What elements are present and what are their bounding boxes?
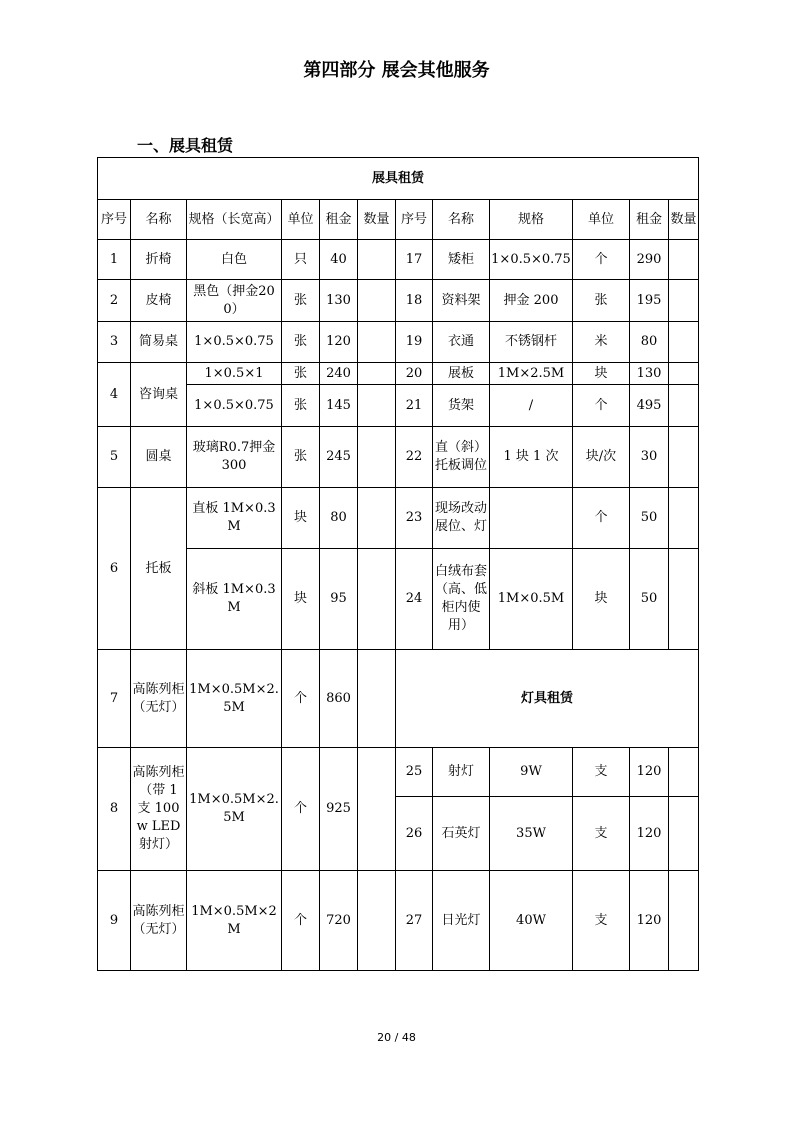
cell-price: 50 (630, 488, 669, 549)
cell-qty (669, 385, 699, 427)
cell-seq: 5 (98, 427, 131, 488)
cell-price: 80 (630, 322, 669, 363)
cell-unit: 张 (573, 280, 630, 322)
cell-name: 射灯 (433, 748, 490, 797)
table-caption: 展具租赁 (98, 158, 699, 200)
cell-seq: 7 (98, 650, 131, 748)
section-heading: 一、展具租赁 (137, 136, 234, 155)
cell-price: 130 (630, 363, 669, 385)
page-number: 20 / 48 (377, 1031, 416, 1044)
cell-spec: 1M×0.5M×2.5M (187, 748, 282, 871)
cell-name: 现场改动展位、灯 (433, 488, 490, 549)
cell-price: 195 (630, 280, 669, 322)
cell-price: 860 (320, 650, 358, 748)
cell-spec: 1×0.5×0.75 (490, 240, 573, 280)
table-row (98, 240, 699, 280)
cell-spec: / (490, 385, 573, 427)
cell-spec: 斜板 1M×0.3M (187, 549, 282, 650)
cell-price: 30 (630, 427, 669, 488)
cell-unit: 块/次 (573, 427, 630, 488)
cell-spec: 押金 200 (490, 280, 573, 322)
cell-name: 日光灯 (433, 871, 490, 971)
cell-price: 120 (630, 748, 669, 797)
header-price: 租金 (320, 200, 358, 240)
lighting-caption: 灯具租赁 (396, 650, 699, 748)
cell-spec: 直板 1M×0.3M (187, 488, 282, 549)
cell-unit: 支 (573, 748, 630, 797)
cell-qty (358, 488, 396, 549)
table-row (98, 427, 699, 488)
cell-unit: 个 (573, 385, 630, 427)
cell-spec: 黑色（押金200） (187, 280, 282, 322)
header-name: 名称 (433, 200, 490, 240)
cell-price: 80 (320, 488, 358, 549)
header-unit: 单位 (282, 200, 320, 240)
cell-name: 白绒布套（高、低柜内使用） (433, 549, 490, 650)
cell-price: 925 (320, 748, 358, 871)
cell-seq: 26 (396, 797, 433, 871)
cell-unit: 张 (282, 427, 320, 488)
cell-seq: 1 (98, 240, 131, 280)
cell-seq: 3 (98, 322, 131, 363)
cell-price: 50 (630, 549, 669, 650)
cell-unit: 张 (282, 385, 320, 427)
cell-spec: 35W (490, 797, 573, 871)
cell-name: 皮椅 (131, 280, 187, 322)
cell-seq: 8 (98, 748, 131, 871)
cell-seq: 18 (396, 280, 433, 322)
cell-price: 120 (630, 871, 669, 971)
table-row (98, 280, 699, 322)
cell-seq: 21 (396, 385, 433, 427)
cell-unit: 块 (282, 549, 320, 650)
cell-spec: 1M×0.5M×2M (187, 871, 282, 971)
rental-table (97, 157, 699, 971)
cell-spec: 不锈钢杆 (490, 322, 573, 363)
cell-name: 石英灯 (433, 797, 490, 871)
cell-spec: 9W (490, 748, 573, 797)
cell-qty (669, 549, 699, 650)
cell-name: 直（斜）托板调位 (433, 427, 490, 488)
cell-name: 托板 (131, 488, 187, 650)
cell-name: 展板 (433, 363, 490, 385)
cell-price: 120 (320, 322, 358, 363)
cell-unit: 个 (282, 748, 320, 871)
cell-qty (358, 549, 396, 650)
cell-spec: 40W (490, 871, 573, 971)
header-seq: 序号 (98, 200, 131, 240)
cell-seq: 20 (396, 363, 433, 385)
cell-spec: 1×0.5×0.75 (187, 322, 282, 363)
cell-seq: 24 (396, 549, 433, 650)
header-unit: 单位 (573, 200, 630, 240)
cell-seq: 9 (98, 871, 131, 971)
cell-qty (358, 427, 396, 488)
cell-spec: 1M×0.5M (490, 549, 573, 650)
cell-qty (669, 871, 699, 971)
cell-spec: 白色 (187, 240, 282, 280)
cell-unit: 个 (573, 240, 630, 280)
cell-name: 折椅 (131, 240, 187, 280)
cell-spec (490, 488, 573, 549)
cell-spec: 1×0.5×0.75 (187, 385, 282, 427)
cell-unit: 块 (282, 488, 320, 549)
cell-unit: 个 (573, 488, 630, 549)
cell-unit: 个 (282, 650, 320, 748)
cell-seq: 17 (396, 240, 433, 280)
cell-qty (669, 427, 699, 488)
cell-name: 货架 (433, 385, 490, 427)
cell-unit: 张 (282, 280, 320, 322)
cell-seq: 25 (396, 748, 433, 797)
cell-price: 240 (320, 363, 358, 385)
cell-name: 资料架 (433, 280, 490, 322)
cell-qty (669, 797, 699, 871)
cell-unit: 张 (282, 322, 320, 363)
cell-seq: 27 (396, 871, 433, 971)
cell-price: 245 (320, 427, 358, 488)
header-spec: 规格（长宽高） (187, 200, 282, 240)
cell-qty (358, 322, 396, 363)
cell-name: 高陈列柜（无灯） (131, 650, 187, 748)
cell-qty (669, 488, 699, 549)
cell-price: 495 (630, 385, 669, 427)
page-title: 第四部分 展会其他服务 (303, 60, 490, 81)
header-seq: 序号 (396, 200, 433, 240)
table-row (98, 322, 699, 363)
cell-unit: 支 (573, 797, 630, 871)
cell-unit: 块 (573, 549, 630, 650)
cell-name: 咨询桌 (131, 363, 187, 427)
cell-spec: 1M×0.5M×2.5M (187, 650, 282, 748)
cell-price: 145 (320, 385, 358, 427)
cell-spec: 1M×2.5M (490, 363, 573, 385)
header-name: 名称 (131, 200, 187, 240)
cell-qty (358, 385, 396, 427)
cell-unit: 支 (573, 871, 630, 971)
cell-seq: 19 (396, 322, 433, 363)
cell-qty (358, 363, 396, 385)
table-row (98, 549, 699, 650)
table-row (98, 650, 699, 748)
cell-spec: 1×0.5×1 (187, 363, 282, 385)
cell-name: 矮柜 (433, 240, 490, 280)
header-spec: 规格 (490, 200, 573, 240)
cell-name: 圆桌 (131, 427, 187, 488)
cell-price: 720 (320, 871, 358, 971)
table-row (98, 363, 699, 385)
cell-price: 95 (320, 549, 358, 650)
cell-qty (669, 240, 699, 280)
cell-seq: 4 (98, 363, 131, 427)
header-qty: 数量 (358, 200, 396, 240)
cell-qty (358, 240, 396, 280)
cell-seq: 22 (396, 427, 433, 488)
cell-qty (669, 280, 699, 322)
cell-spec: 玻璃R0.7押金 300 (187, 427, 282, 488)
cell-unit: 块 (573, 363, 630, 385)
cell-unit: 只 (282, 240, 320, 280)
cell-name: 高陈列柜（无灯） (131, 871, 187, 971)
cell-price: 130 (320, 280, 358, 322)
cell-price: 290 (630, 240, 669, 280)
cell-qty (358, 871, 396, 971)
cell-qty (669, 748, 699, 797)
header-price: 租金 (630, 200, 669, 240)
cell-qty (669, 322, 699, 363)
cell-name: 衣通 (433, 322, 490, 363)
table-row (98, 488, 699, 549)
table-header-row (98, 200, 699, 240)
cell-name: 高陈列柜（带 1 支 100w LED 射灯） (131, 748, 187, 871)
cell-unit: 米 (573, 322, 630, 363)
cell-spec: 1 块 1 次 (490, 427, 573, 488)
table-row (98, 871, 699, 971)
cell-name: 简易桌 (131, 322, 187, 363)
cell-qty (358, 650, 396, 748)
table-row (98, 385, 699, 427)
cell-qty (358, 280, 396, 322)
header-qty: 数量 (669, 200, 699, 240)
cell-qty (358, 748, 396, 871)
cell-unit: 张 (282, 363, 320, 385)
cell-seq: 6 (98, 488, 131, 650)
cell-price: 40 (320, 240, 358, 280)
cell-seq: 2 (98, 280, 131, 322)
cell-unit: 个 (282, 871, 320, 971)
table-row (98, 748, 699, 797)
cell-seq: 23 (396, 488, 433, 549)
cell-qty (669, 363, 699, 385)
cell-price: 120 (630, 797, 669, 871)
